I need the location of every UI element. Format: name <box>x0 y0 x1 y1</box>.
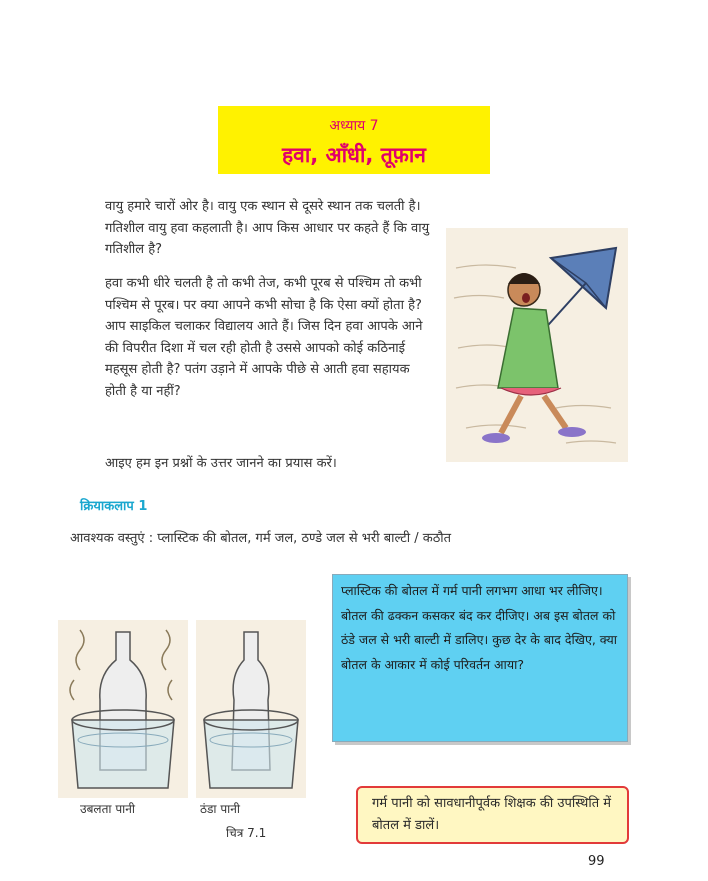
instruction-box: प्लास्टिक की बोतल में गर्म पानी लगभग आधा भर लीजिए। बोतल की ढक्कन कसकर बंद कर दीजिए। अब इस बोतल को ठंडे जल से भरी बाल्टी में डालिए। कुछ देर के बाद देखिए, क्या बोतल के आकार में कोई परिवर्तन आया? <box>332 574 628 742</box>
caution-box: गर्म पानी को सावधानीपूर्वक शिक्षक की उपस्थिति में बोतल में डालें। <box>356 786 629 844</box>
girl-in-wind-illustration <box>446 228 628 462</box>
figure-label: चित्र 7.1 <box>226 826 267 840</box>
required-materials: आवश्यक वस्तुएं : प्लास्टिक की बोतल, गर्म जल, ठण्डे जल से भरी बाल्टी / कठौत <box>70 531 452 546</box>
caption-cold-water: ठंडा पानी <box>200 802 241 816</box>
intro-paragraph-2: हवा कभी धीरे चलती है तो कभी तेज, कभी पूरब से पश्चिम तो कभी पश्चिम से पूरब। पर क्या आपने कभी सोचा है कि ऐसा क्यों होता है? आप साइकिल चलाकर विद्यालय आते हैं। जिस दिन हवा आपके आने की विपरीत दिशा में चल रही होती है उससे आपको कोई कठिनाई महसूस होती है? पतंग उड़ाने में आपके पीछे से आती हवा सहायक होती है या नहीं? <box>105 276 423 399</box>
page-number: 99 <box>588 854 605 869</box>
intro-paragraph-1: वायु हमारे चारों ओर है। वायु एक स्थान से दूसरे स्थान तक चलती है। गतिशील वायु हवा कहलाती है। आप किस आधार पर कहते हैं कि वायु गतिशील है? <box>105 199 430 257</box>
bottle-in-hot-water-illustration <box>58 620 188 798</box>
activity-heading: क्रियाकलाप 1 <box>80 499 148 514</box>
umbrella-icon <box>541 248 616 333</box>
chapter-title: हवा, आँधी, तूफ़ान <box>282 143 426 167</box>
intro-paragraph-3: आइए हम इन प्रश्नों के उत्तर जानने का प्रयास करें। <box>105 456 337 471</box>
chapter-heading-box <box>218 106 490 174</box>
caption-boiling-water: उबलता पानी <box>80 802 136 816</box>
bottle-in-cold-water-illustration <box>196 620 306 798</box>
chapter-label: अध्याय 7 <box>329 118 379 134</box>
